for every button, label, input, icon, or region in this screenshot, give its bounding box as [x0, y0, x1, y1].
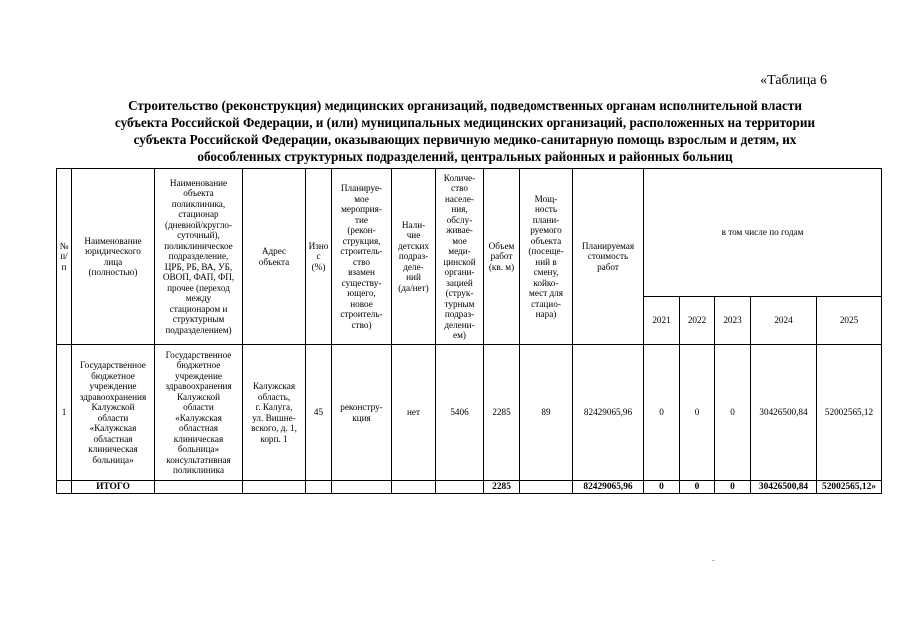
cell-year-value: 0 [715, 345, 751, 481]
total-empty-cell [306, 481, 332, 494]
total-empty-cell [520, 481, 573, 494]
cell-object-name: Государственное бюджетное учреждение здравоохранения Калужской области «Калужская областная клиническая больница» консультативная поликлиника [155, 345, 243, 481]
col-header-year: 2022 [680, 297, 715, 345]
col-header-planned-cost: Планируемая стоимость работ [573, 169, 644, 345]
heading-line: обособленных структурных подразделений, центральных районных и районных больниц [197, 149, 733, 164]
cell-legal-name: Государственное бюджетное учреждение здравоохранения Калужской области «Калужская областная клиническая больница» [72, 345, 155, 481]
col-header-year: 2025 [817, 297, 882, 345]
scan-speck [712, 560, 715, 561]
col-header-legal-name: Наименование юридического лица (полностью) [72, 169, 155, 345]
total-year-value: 52002565,12» [817, 481, 882, 494]
total-empty-cell [243, 481, 306, 494]
cell-population: 5406 [436, 345, 484, 481]
heading-line: субъекта Российской Федерации, и (или) муниципальных медицинских организаций, расположенных на территории [114, 115, 816, 130]
header-row [57, 169, 882, 297]
col-header-address: Адрес объекта [243, 169, 306, 345]
col-header-population: Количе- ство населе- ния, обслу- живае- мое меди- цинской органи- зацией (струк- турным подраз- делени- ем) [436, 169, 484, 345]
total-year-value: 30426500,84 [751, 481, 817, 494]
total-empty-cell [155, 481, 243, 494]
heading-line: Строительство (реконструкция) медицинских организаций, подведомственных органам исполнительной власти [128, 98, 802, 113]
construction-table [56, 168, 882, 494]
total-empty-cell [57, 481, 72, 494]
col-header-year: 2023 [715, 297, 751, 345]
cell-planned-action: реконстру- кция [332, 345, 392, 481]
col-header-wear: Износ (%) [306, 169, 332, 345]
cell-wear: 45 [306, 345, 332, 481]
table-row [57, 345, 882, 481]
cell-year-value: 30426500,84 [751, 345, 817, 481]
total-label: ИТОГО [72, 481, 155, 494]
col-header-planned-action: Планируе- мое мероприя- тие (рекон- струкция, строитель- ство взамен существу- ющего, новое строитель- ство) [332, 169, 392, 345]
cell-year-value: 52002565,12 [817, 345, 882, 481]
cell-year-value: 0 [680, 345, 715, 481]
total-empty-cell [436, 481, 484, 494]
cell-year-value: 0 [644, 345, 680, 481]
total-year-value: 0 [680, 481, 715, 494]
col-header-num: № п/п [57, 169, 72, 345]
table-number-label: «Таблица 6 [760, 73, 827, 88]
total-work-volume: 2285 [484, 481, 520, 494]
table-heading [90, 97, 840, 165]
total-empty-cell [332, 481, 392, 494]
total-planned-cost: 82429065,96 [573, 481, 644, 494]
cell-capacity: 89 [520, 345, 573, 481]
total-row [57, 481, 882, 494]
total-year-value: 0 [715, 481, 751, 494]
total-empty-cell [392, 481, 436, 494]
cell-children-units: нет [392, 345, 436, 481]
cell-address: Калужская область, г. Калуга, ул. Вишне- вского, д. 1, корп. 1 [243, 345, 306, 481]
col-header-children-units: Нали- чие детских подраз- деле- ний (да/нет) [392, 169, 436, 345]
cell-num: 1 [57, 345, 72, 481]
col-header-capacity: Мощ- ность плани- руемого объекта (посеще- ний в смену, койко- мест для стацио- нара) [520, 169, 573, 345]
col-header-year: 2021 [644, 297, 680, 345]
col-header-object-name: Наименование объекта поликлиника, стационар (дневной/кругло- суточный), поликлиническое подразделение, ЦРБ, РБ, ВА, УБ, ОВОП, ФАП, ФП, прочее (переход между стационаром и структурным подразделением) [155, 169, 243, 345]
cell-work-volume: 2285 [484, 345, 520, 481]
heading-line: субъекта Российской Федерации, оказывающих первичную медико-санитарную помощь взрослым и детям, их [133, 132, 797, 147]
total-year-value: 0 [644, 481, 680, 494]
col-header-by-years: в том числе по годам [644, 169, 882, 297]
col-header-work-volume: Объем работ (кв. м) [484, 169, 520, 345]
col-header-year: 2024 [751, 297, 817, 345]
cell-planned-cost: 82429065,96 [573, 345, 644, 481]
